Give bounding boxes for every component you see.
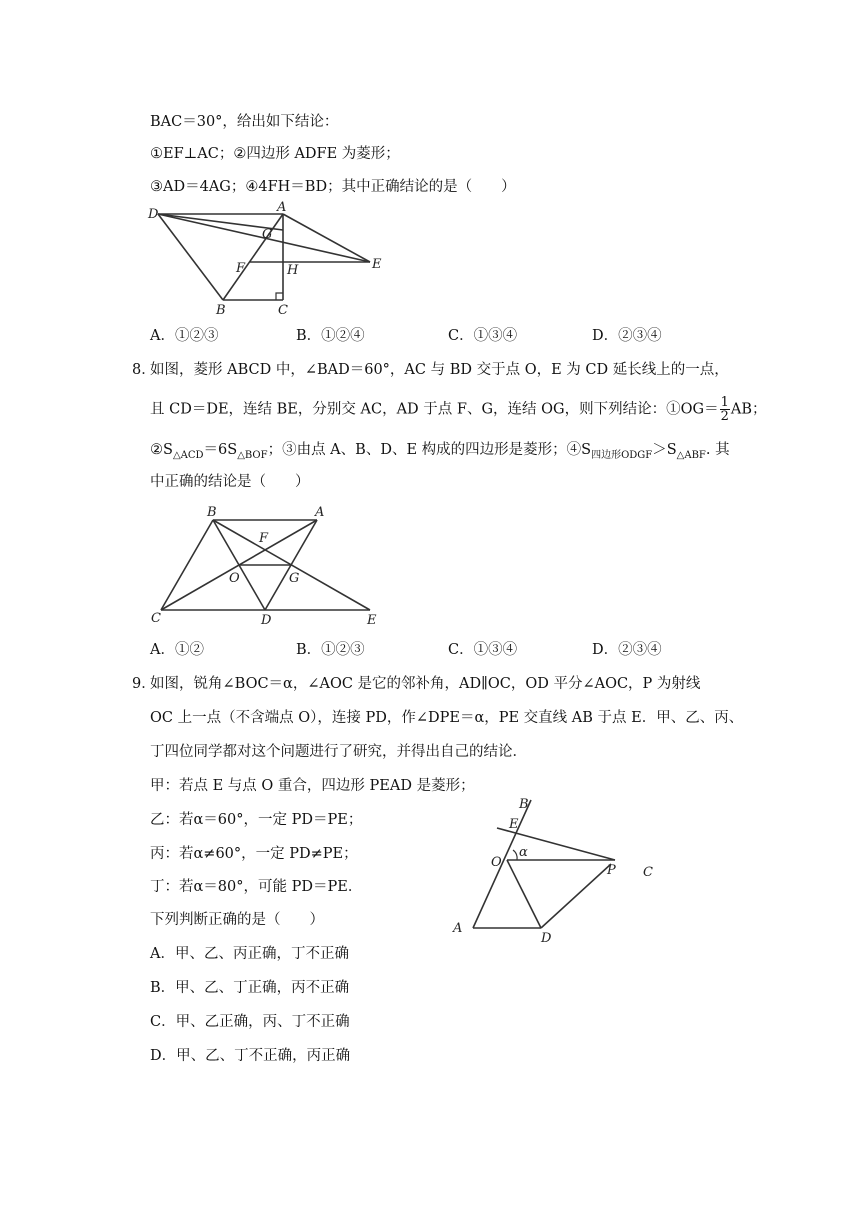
q8-number: 8．: [132, 362, 156, 378]
q8-s2-sub: △BOF: [237, 449, 268, 461]
q8-s4-sub: △ABF: [676, 449, 706, 461]
q7-figure: [140, 200, 400, 320]
q8-fraction-denominator: 2: [720, 409, 729, 424]
q8-option-c[interactable]: C．①③④: [448, 642, 518, 658]
q7-label-F: F: [236, 261, 246, 276]
q8-s1-sub: △ACD: [172, 449, 204, 461]
q8-s3-sub: 四边形ODGF: [591, 449, 653, 461]
q8-label-O: O: [229, 571, 240, 586]
q9-line-1: 如图，锐角∠BOC＝α，∠AOC 是它的邻补角，AD∥OC，OD 平分∠AOC，P 为射线: [150, 676, 701, 692]
q9-label-O: O: [491, 855, 502, 870]
q8-label-E: E: [367, 613, 377, 628]
q9-number: 9．: [132, 676, 156, 692]
q9-label-A: A: [453, 921, 463, 936]
q8-label-A: A: [315, 505, 325, 520]
q8-option-b[interactable]: B．①②③: [296, 642, 365, 658]
q9-label-E: E: [509, 817, 519, 832]
q8-s2: ＝6S: [203, 442, 238, 458]
q7-label-A: A: [277, 200, 287, 215]
q8-label-B: B: [207, 505, 217, 520]
q7-label-H: H: [287, 263, 299, 278]
q9-option-d[interactable]: D．甲、乙、丁不正确，丙正确: [150, 1048, 351, 1064]
q8-s1: ②S: [150, 442, 173, 458]
q8-line-2-text: 且 CD＝DE，连结 BE，分别交 AC，AD 于点 F、G，连结 OG，则下列结论：①OG＝: [150, 401, 719, 418]
q8-line-2: [150, 396, 767, 423]
q8-label-D: D: [261, 613, 272, 628]
q7-option-b[interactable]: B．①②④: [296, 328, 365, 344]
q8-fraction: [720, 396, 730, 423]
q7-line-3: ③AD＝4AG；④4FH＝BD；其中正确结论的是（ ）: [150, 179, 516, 195]
q8-line-1: 如图，菱形 ABCD 中，∠BAD＝60°，AC 与 BD 交于点 O，E 为 CD 延长线上的一点，: [150, 362, 729, 378]
q7-label-G: G: [262, 227, 273, 242]
q9-line-2: OC 上一点（不含端点 O），连接 PD，作∠DPE＝α，PE 交直线 AB 于点 E．甲、乙、丙、: [150, 710, 744, 726]
q7-label-E: E: [372, 257, 382, 272]
q9-label-B: B: [519, 797, 529, 812]
q7-option-c[interactable]: C．①③④: [448, 328, 518, 344]
q9-statement-jia: 甲：若点 E 与点 O 重合，四边形 PEAD 是菱形；: [150, 778, 475, 794]
q7-line-1: BAC＝30°，给出如下结论：: [150, 114, 339, 130]
q9-statement-yi: 乙：若α＝60°，一定 PD＝PE；: [150, 812, 363, 828]
q8-s3: ；③由点 A、B、D、E 构成的四边形是菱形；④S: [267, 442, 592, 458]
q8-label-G: G: [289, 571, 300, 586]
q9-option-b[interactable]: B．甲、乙、丁正确，丙不正确: [150, 980, 350, 996]
q9-label-alpha: α: [519, 845, 528, 860]
q9-label-D: D: [541, 931, 552, 946]
q9-question: 下列判断正确的是（ ）: [150, 912, 324, 928]
q8-line-3: [150, 440, 730, 466]
q8-s4: ＞S: [652, 442, 677, 458]
q9-line-3: 丁四位同学都对这个问题进行了研究，并得出自己的结论．: [150, 744, 527, 760]
q9-label-C: C: [643, 865, 653, 880]
q9-label-P: P: [607, 863, 616, 878]
q9-statement-ding: 丁：若α＝80°，可能 PD＝PE．: [150, 879, 363, 895]
q8-fraction-numerator: 1: [720, 395, 729, 410]
q7-option-a[interactable]: A．①②③: [150, 328, 219, 344]
q7-option-d[interactable]: D．②③④: [592, 328, 662, 344]
q7-line-2: ①EF⊥AC；②四边形 ADFE 为菱形；: [150, 146, 400, 162]
q9-figure: [445, 790, 665, 950]
q7-label-C: C: [278, 303, 288, 318]
q7-label-B: B: [216, 303, 226, 318]
q8-line-4: 中正确的结论是（ ）: [150, 474, 310, 490]
q8-figure: [145, 500, 390, 630]
q9-statement-bing: 丙：若α≠60°，一定 PD≠PE；: [150, 846, 358, 862]
q8-option-a[interactable]: A．①②: [150, 642, 204, 658]
q8-label-F: F: [259, 531, 269, 546]
q8-s5: . 其: [705, 442, 730, 458]
q8-option-d[interactable]: D．②③④: [592, 642, 662, 658]
q8-label-C: C: [151, 611, 161, 626]
q8-line-2-tail: AB；: [730, 401, 767, 418]
q9-option-c[interactable]: C．甲、乙正确，丙、丁不正确: [150, 1014, 350, 1030]
q9-option-a[interactable]: A．甲、乙、丙正确，丁不正确: [150, 946, 349, 962]
q7-label-D: D: [148, 207, 159, 222]
